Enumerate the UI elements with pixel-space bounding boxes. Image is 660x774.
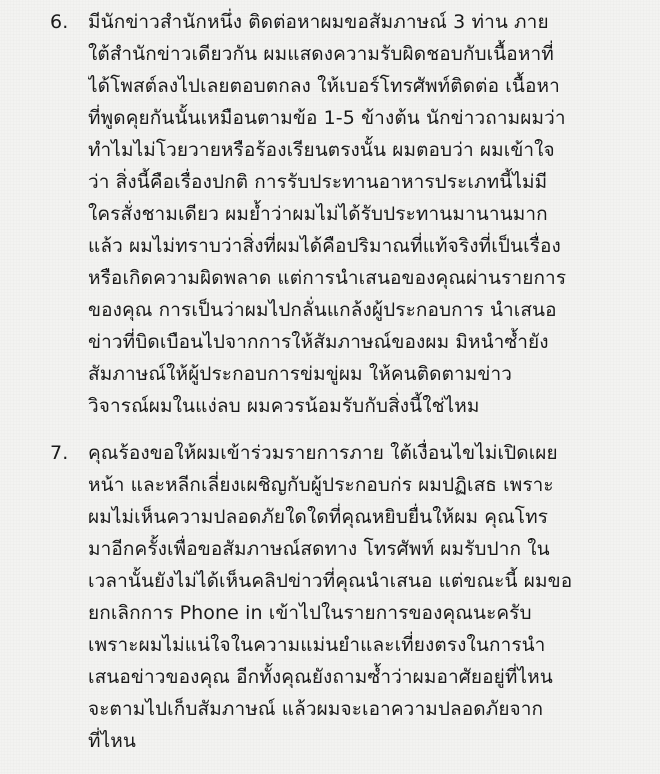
- text-line: มีนักข่าวสำนักหนึ่ง ติดต่อหาผมขอสัมภาษณ์ 3 ท่าน ภาย: [88, 11, 549, 33]
- text-line: ยกเลิกการ Phone in เข้าไปในรายการของคุณนะครับ: [88, 602, 532, 624]
- text-line: สัมภาษณ์ให้ผู้ประกอบการข่มขู่ผม ให้คนติดตามข่าว: [88, 363, 513, 385]
- text-line: ของคุณ การเป็นว่าผมไปกลั่นแกล้งผู้ประกอบการ นำเสนอ: [88, 299, 557, 321]
- text-line: ที่ไหน: [88, 730, 136, 752]
- text-line: ใต้สำนักข่าวเดียวกัน ผมแสดงความรับผิดชอบกับเนื้อหาที่: [88, 43, 554, 65]
- text-line: คุณร้องขอให้ผมเข้าร่วมรายการภาย ใต้เงื่อนไขไม่เปิดเผย: [88, 442, 558, 464]
- text-line: ข่าวที่บิดเบือนไปจากการให้สัมภาษณ์ของผม มิหนำซ้ำยัง: [88, 331, 549, 353]
- text-line: มาอีกครั้งเพื่อขอสัมภาษณ์สดทาง โทรศัพท์ ผมรับปาก ใน: [88, 538, 550, 560]
- text-line: ทำไมไม่โวยวายหรือร้องเรียนตรงนั้น ผมตอบว่า ผมเข้าใจ: [88, 139, 555, 161]
- item-number: 7.: [50, 442, 69, 464]
- text-line: หน้า และหลีกเลี่ยงเผชิญกับผู้ประกอบก่ร ผมปฏิเสธ เพราะ: [88, 474, 554, 496]
- text-line: วิจารณ์ผมในแง่ลบ ผมควรน้อมรับกับสิ่งนี้ใช่ไหม: [88, 395, 480, 417]
- text-line: ใครสั่งชามเดียว ผมย้ำว่าผมไม่ได้รับประทานมานานมาก: [88, 203, 548, 225]
- item-number: 6.: [50, 11, 69, 33]
- text-line: แล้ว ผมไม่ทราบว่าสิ่งที่ผมได้คือปริมาณที่แท้จริงที่เป็นเรื่อง: [88, 235, 561, 257]
- text-line: จะตามไปเก็บสัมภาษณ์ แล้วผมจะเอาความปลอดภัยจาก: [88, 698, 544, 720]
- text-line: ที่พูดคุยกันนั้นเหมือนตามข้อ 1-5 ข้างต้น นักข่าวถามผมว่า: [88, 107, 566, 129]
- text-line: ว่า สิ่งนี้คือเรื่องปกติ การรับประทานอาหารประเภทนี้ไม่มี: [88, 171, 548, 193]
- text-line: หรือเกิดความผิดพลาด แต่การนำเสนอของคุณผ่านรายการ: [88, 267, 567, 289]
- text-line: เวลานั้นยังไม่ได้เห็นคลิปข่าวที่คุณนำเสนอ แต่ขณะนี้ ผมขอ: [88, 570, 573, 592]
- text-line: ได้โพสต์ลงไปเลยตอบตกลง ให้เบอร์โทรศัพท์ติดต่อ เนื้อหา: [88, 75, 560, 97]
- text-line: เพราะผมไม่แน่ใจในความแม่นยำและเที่ยงตรงในการนำ: [88, 634, 546, 656]
- text-line: เสนอข่าวของคุณ อีกทั้งคุณยังถามซ้ำว่าผมอาศัยอยู่ที่ไหน: [88, 666, 553, 688]
- text-line: ผมไม่เห็นความปลอดภัยใดใดที่คุณหยิบยื่นให้ผม คุณโทร: [88, 506, 549, 528]
